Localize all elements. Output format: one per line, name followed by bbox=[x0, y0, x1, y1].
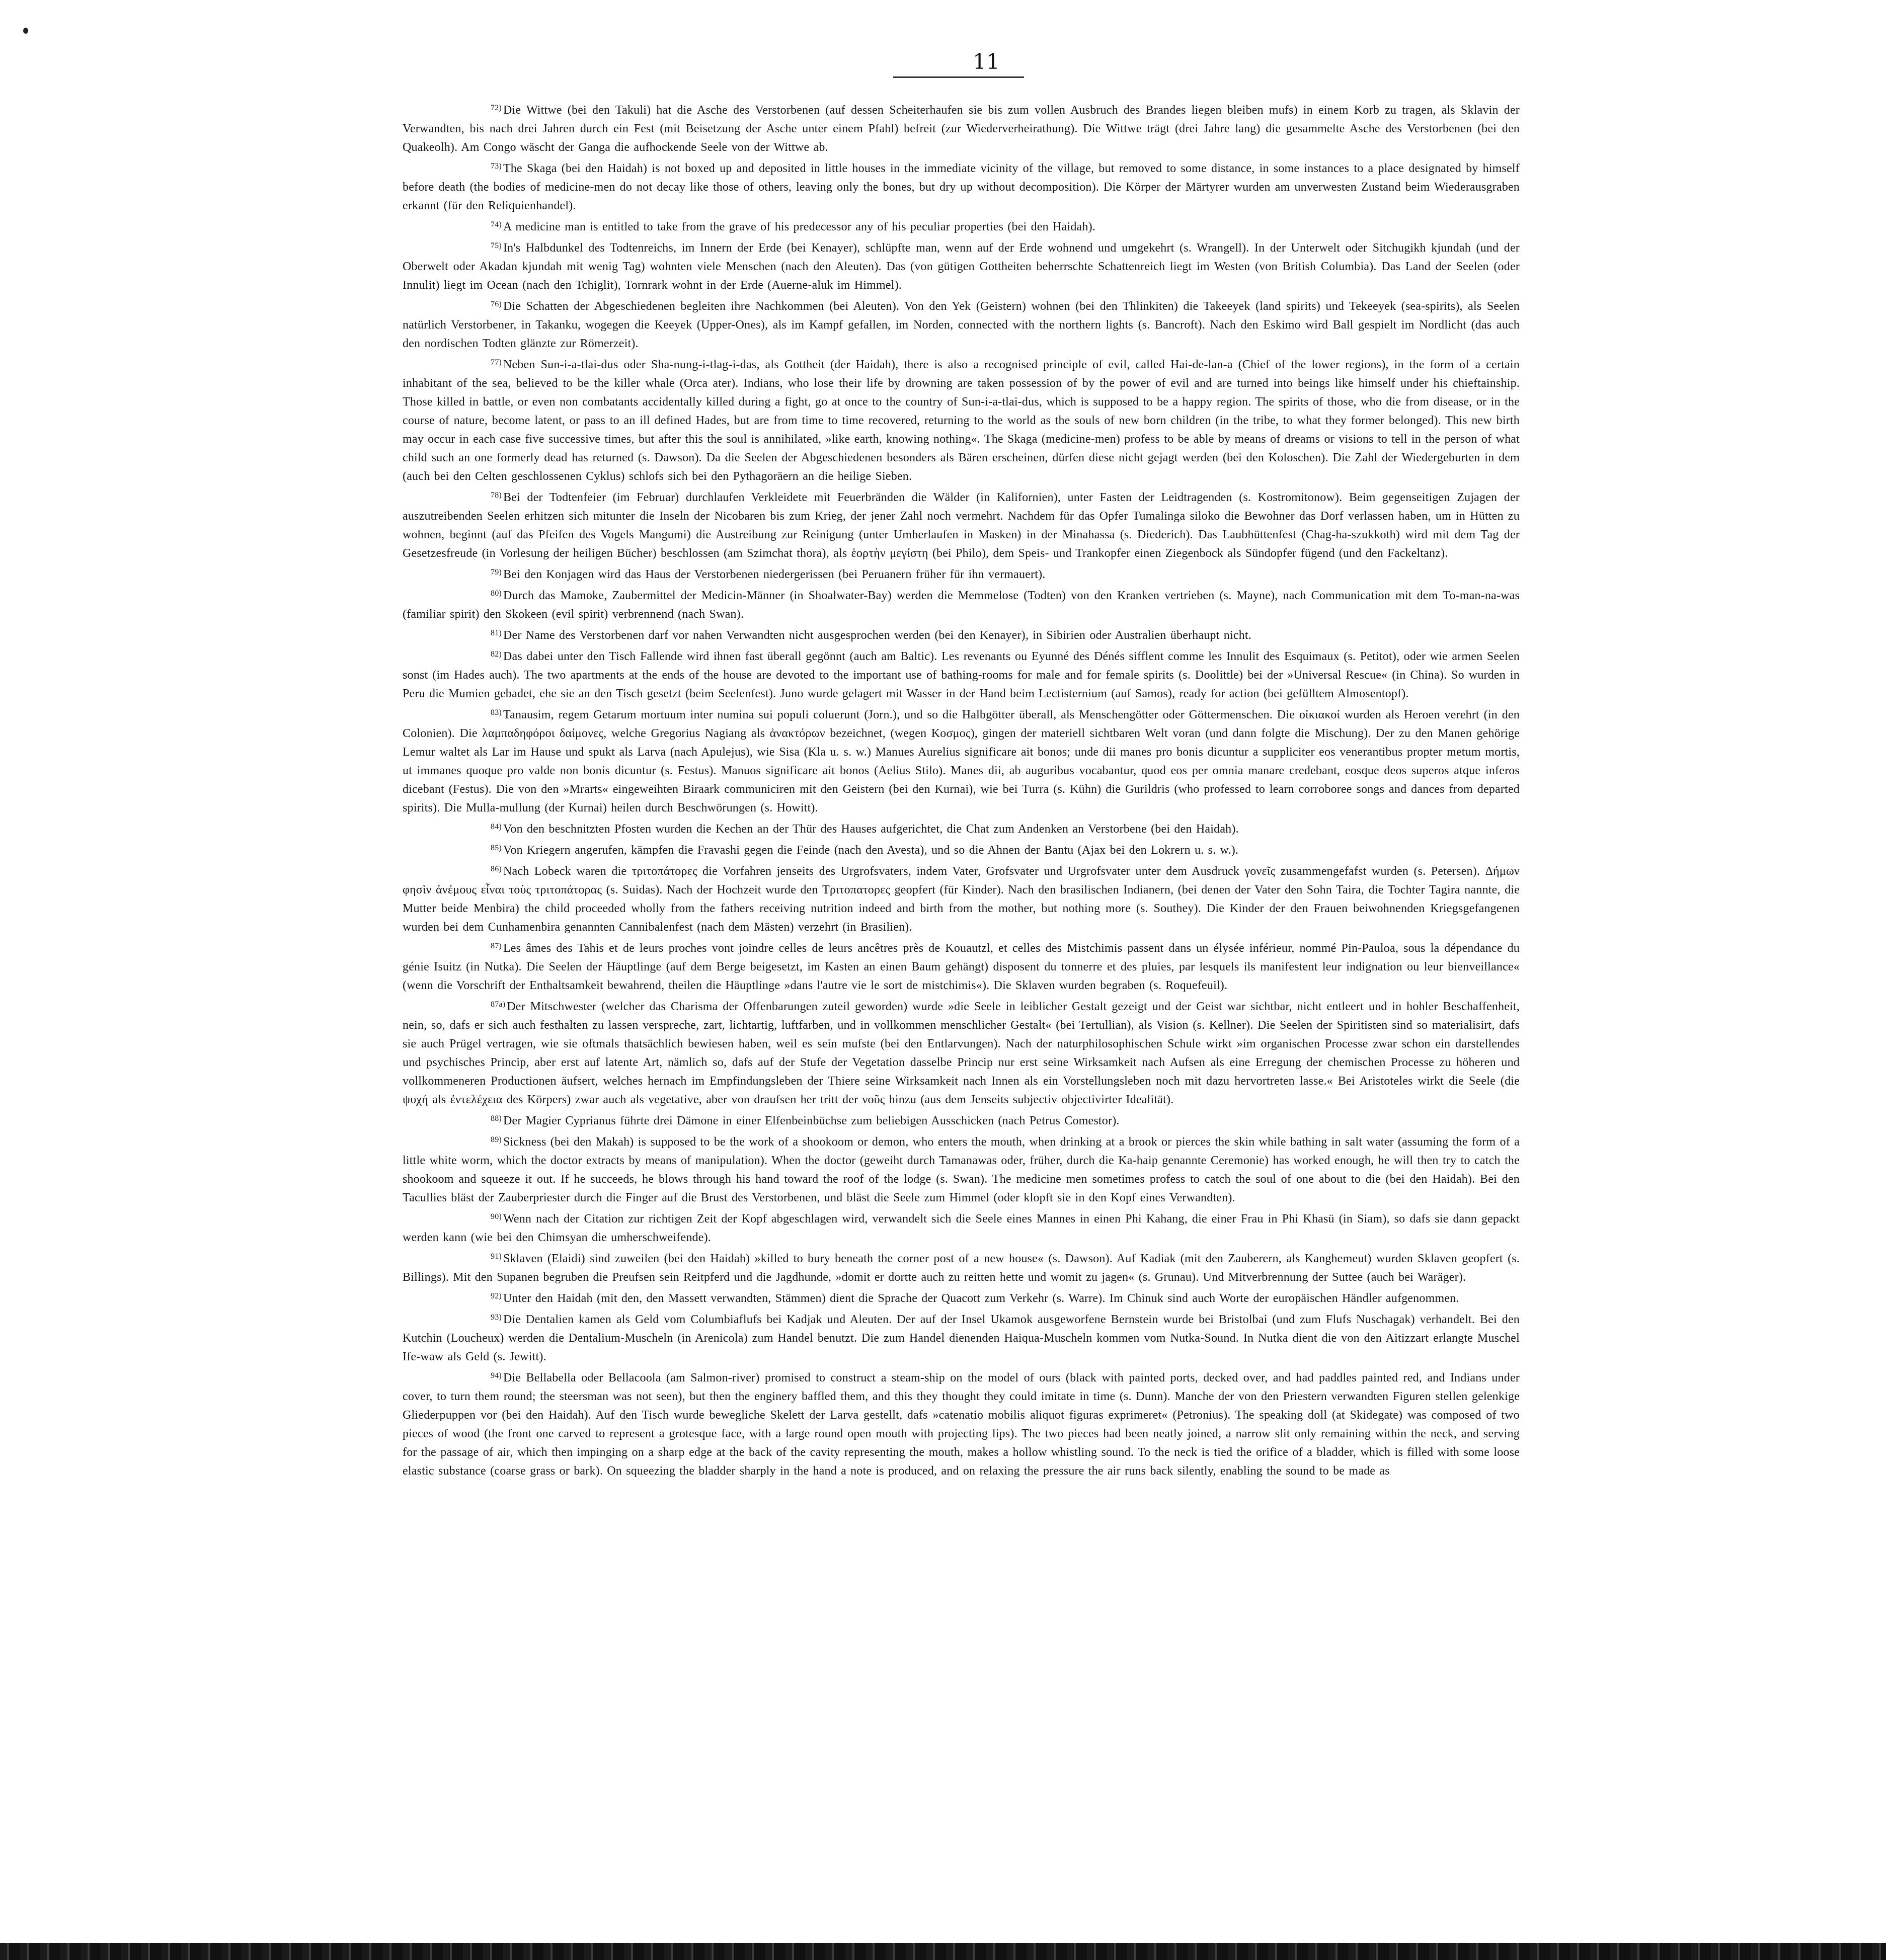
page-number-rule bbox=[893, 76, 1024, 78]
footnote-number: 74) bbox=[491, 220, 502, 229]
footnote bbox=[403, 860, 1520, 937]
footnote-text: Von den beschnitzten Pfosten wurden die Kechen an der Thür des Hauses aufgerichtet, die Chat zum Andenken an Verstorbene (bei den Haidah). bbox=[503, 823, 1239, 836]
footnote-text: Bei der Todtenfeier (im Februar) durchlaufen Verkleidete mit Feuerbränden die Wälder (in Kalifornien), unter Fasten der Leidtragenden (s. Kostromitonow). Beim gegenseitigen Zujagen der auszutreibenden Seelen erhitzen sich mitunter die Inseln der Nicobaren bis zum Krieg, der jener Zahl noch vermehrt. Nachdem für das Opfer Tumalinga siloko die Bewohner das Dorf verlassen haben, um in Hütten zu wohnen, beginnt (auf das Pfeifen des Vogels Mangumi) die Austreibung zur Reinigung (unter Umherlaufen in Masken) in der Minahassa (s. Diederich). Das Laubhüttenfest (Chag-ha-szukkoth) wird mit dem Tag der Gesetzesfreude (in Vorlesung der heiligen Bücher) beschlossen (am Szimchat thora), als ἑορτὴν μεγίστη (bei Philo), dem Speis- und Trankopfer einen Ziegenbock als Sündopfer fügend (und den Fackeltanz). bbox=[403, 491, 1520, 560]
footnote bbox=[403, 624, 1520, 645]
footnote-text: Tanausim, regem Getarum mortuum inter numina sui populi coluerunt (Jorn.), und so die Halbgötter überall, als Menschengötter oder Göttermenschen. Die οἰκιακοί wurden als Heroen verehrt (in den Colonien). Die λαμπαδηφόροι δαίμονες, welche Gregorius Nagiang als ἀνακτόρων bezeichnet, (wegen Κοσμος), gingen der materiell sichtbaren Welt voran (und dann folgte die Mischung). Der zu den Manen gehörige Lemur waltet als Lar im Hause und spukt als Larva (nach Apulejus), wie Sisa (Kla u. s. w.) Manues Aurelius significare ait bonos; unde dii manes pro bonis dicuntur a suppliciter eos venerantibus propter metum mortis, ut immanes quoque pro valde non bonis dicuntur (s. Festus). Manuos significare ait bonos (Aelius Stilo). Manes dii, ab auguribus vocabantur, quod eos per omnia manare credebant, eosque deos superos atque inferos dicebant (Festus). Die von den »Mrarts« eingeweihten Biraark communiciren mit den Geistern (bei den Kurnai), wie bei Turra (s. Kühn) die Gurildris (who professed to learn corroboree songs and dances from departed spirits). Die Mulla-mullung (der Kurnai) heilen durch Beschwörungen (s. Howitt). bbox=[403, 708, 1520, 814]
footnote bbox=[403, 1130, 1520, 1207]
footnote-number: 88) bbox=[491, 1114, 502, 1123]
footnote-text: Die Wittwe (bei den Takuli) hat die Asche des Verstorbenen (auf dessen Scheiterhaufen sie bis zum vollen Ausbruch des Brandes liegen bleiben mufs) in einem Korb zu tragen, als Sklavin der Verwandten, bis nach drei Jahren durch ein Fest (mit Beisetzung der Asche unter einem Pfahl) befreit (zur Wiederverheirathung). Die Wittwe trägt (drei Jahre lang) die gesammelte Asche des Verstorbenen (bei den Quakeolh). Am Congo wäscht der Ganga die aufhockende Seele von der Wittwe ab. bbox=[403, 104, 1520, 154]
footnote-text: Sklaven (Elaidi) sind zuweilen (bei den Haidah) »killed to bury beneath the corner post of a new house« (s. Dawson). Auf Kadiak (mit den Zauberern, als Kanghemeut) wurden Sklaven geopfert (s. Billings). Mit den Supanen begruben die Preufsen sein Reitpferd und die Jagdhunde, »domit er dortte auch zu reitten hette und womit zu jagen« (s. Grunau). Und Mitverbrennung der Suttee (auch bei Waräger). bbox=[403, 1252, 1520, 1284]
footnote-text: Durch das Mamoke, Zaubermittel der Medicin-Männer (in Shoalwater-Bay) werden die Memmelose (Todten) von den Kranken vertrieben (s. Mayne), nach Communication mit dem To-man-na-was (familiar spirit) den Skokeen (evil spirit) verbrennend (nach Swan). bbox=[403, 589, 1520, 621]
footnote-text: Nach Lobeck waren die τριτοπάτορες die Vorfahren jenseits des Urgrofsvaters, indem Vater, Grofsvater und Urgrofsvater unter dem Ausdruck γονεῖς zusammengefafst wurden (s. Petersen). Δήμων φησὶν ἀνέμους εἶναι τοὺς τριτοπάτορας (s. Suidas). Nach der Hochzeit wurde den Τριτοπατορες geopfert (für Kinder). Nach den brasilischen Indianern, (bei denen der Vater den Sohn Taira, die Tochter Tagira nannte, die Mutter beide Menbira) the child proceeded wholly from the fathers receiving nutrition indeed and birth from the mother, but nothing more (s. Southey). Die Kinder der den Frauen beiwohnenden Kriegsgefangenen wurden bei dem Cunhamenbira genannten Cannibalenfest (nach dem Mästen) verzehrt (in Brasilien). bbox=[403, 865, 1520, 934]
footnote-number: 94) bbox=[491, 1371, 502, 1380]
footnote-text: Neben Sun-i-a-tlai-dus oder Sha-nung-i-tlag-i-das, als Gottheit (der Haidah), there is also a recognised principle of evil, called Hai-de-lan-a (Chief of the lower regions), in the form of a certain inhabitant of the sea, believed to be the killer whale (Orca ater). Indians, who lose their life by drowning are taken possession of by the power of evil and are turned into beings like himself under his chieftainship. Those killed in battle, or even non combatants accidentally killed during a fight, go at once to the country of Sun-i-a-tlai-dus, which is supposed to be a happy region. The spirits of those, who die from disease, or in the course of nature, become latent, or pass to an ill defined Hades, but are from time to time recovered, returning to the world as the souls of new born children (in the tribe, to what they former belonged). This new birth may occur in each case five successive times, but after this the soul is annihilated, »like earth, knowing nothing«. The Skaga (medicine-men) profess to be able by means of dreams or visions to tell in the person of what child such an one formerly dead has returned (s. Dawson). Da die Seelen der Abgeschiedenen besonders als Bären erscheinen, dürfen diese nicht gejagt werden (bei den Koloschen). Die Zahl der Wiedergeburten in dem (auch bei den Celten geschlossenen Cyklus) schlofs sich bei den Pythagoräern an die heilige Sieben. bbox=[403, 358, 1520, 483]
footnote-text: Sickness (bei den Makah) is supposed to be the work of a shookoom or demon, who enters the mouth, when drinking at a brook or pierces the skin while bathing in salt water (assuming the form of a little white worm, which the doctor extracts by means of manipulation). When the doctor (geweiht durch Tamanawas oder, früher, durch die Ka-haip genannte Ceremonie) has worked enough, he will then try to catch the shookoom and squeeze it out. If he succeeds, he blows through his hand toward the roof of the lodge (s. Swan). The medicine men sometimes profess to catch the soul of one about to die (bei den Haidah). Bei den Tacullies bläst der Zauberpriester durch die Finger auf die Brust des Verstorbenen, und bläst die Seele zum Himmel (oder klopft sie in den Kopf eines Verwandten). bbox=[403, 1135, 1520, 1204]
footnote-number: 80) bbox=[491, 589, 502, 598]
footnote bbox=[403, 1287, 1520, 1308]
footnote-number: 91) bbox=[491, 1252, 502, 1261]
footnote-number: 92) bbox=[491, 1292, 502, 1300]
footnote-text: A medicine man is entitled to take from the grave of his predecessor any of his peculiar properties (bei den Haidah). bbox=[503, 220, 1095, 233]
footnote bbox=[403, 703, 1520, 818]
footnote bbox=[403, 236, 1520, 295]
footnote bbox=[403, 295, 1520, 353]
footnotes-block bbox=[403, 99, 1520, 1481]
footnote bbox=[403, 839, 1520, 860]
footnote-text: Die Bellabella oder Bellacoola (am Salmon-river) promised to construct a steam-ship on the model of ours (black with painted ports, decked over, and had paddles painted red, and Indians under cover, to turn them round; the steersman was not seen), but then the enginery baffled them, and this they thought they could imitate in time (s. Dunn). Manche der von den Priestern verwandten Figuren stellen gelenkige Gliederpuppen vor (bei den Haidah). Auf den Tisch wurde bewegliche Skelett der Larva gestellt, dafs »catenatio mobilis aliquot figuras exprimeret« (Petronius). The speaking doll (at Skidegate) was composed of two pieces of wood (the front one carved to represent a grotesque face, with a large round open mouth with projecting lips). The two pieces had been neatly joined, a narrow slit only remaining within the neck, and serving for the passage of air, which then impinging on a sharp edge at the back of the cavity representing the mouth, makes a hollow whistling sound. To the neck is tied the orifice of a bladder, which is filled with some loose elastic substance (coarse grass or bark). On squeezing the bladder sharply in the hand a note is produced, and on relaxing the pressure the air runs back silently, enabling the sound to be made as bbox=[403, 1371, 1520, 1478]
footnote bbox=[403, 1366, 1520, 1481]
footnote bbox=[403, 99, 1520, 157]
footnote-text: Der Name des Verstorbenen darf vor nahen Verwandten nicht ausgesprochen werden (bei den Kenayer), in Sibirien oder Australien überhaupt nicht. bbox=[503, 629, 1251, 642]
footnote-number: 79) bbox=[491, 568, 502, 577]
footnote-number: 89) bbox=[491, 1135, 502, 1144]
footnote bbox=[403, 645, 1520, 703]
footnote bbox=[403, 1207, 1520, 1247]
footnote-number: 85) bbox=[491, 844, 502, 852]
scan-speck bbox=[23, 28, 28, 34]
page-number: 11 bbox=[973, 49, 1000, 74]
footnote bbox=[403, 215, 1520, 236]
footnote bbox=[403, 995, 1520, 1109]
footnote-number: 73) bbox=[491, 162, 502, 171]
footnote bbox=[403, 1308, 1520, 1366]
footnote-text: Les âmes des Tahis et de leurs proches vont joindre celles de leurs ancêtres près de Kouautzl, et celles des Mistchimis passent dans un élysée inférieur, nommé Pin-Pauloa, sous la dépendance du génie Isuitz (in Nutka). Die Seelen der Häuptlinge (auf dem Berge beigesetzt, im Kasten an einen Baum gehängt) disposent du tonnerre et des pluies, par lesquels ils manifestent leur indignation ou leur bienveillance« (wenn die Vorschrift der Enthaltsamkeit bewahrend, theilen die Häuptlinge »dans l'autre vie le sort de mistchimis«). Die Sklaven wurden begraben (s. Roquefeuil). bbox=[403, 942, 1520, 992]
footnote-text: Die Schatten der Abgeschiedenen begleiten ihre Nachkommen (bei Aleuten). Von den Yek (Geistern) wohnen (bei den Thlinkiten) die Takeeyek (land spirits) und Tekeeyek (sea-spirits), als Seelen natürlich Verstorbener, in Takanku, wogegen die Keeyek (Upper-Ones), als im Kampf gefallen, im Norden, connected with the northern lights (s. Bancroft). Nach den Eskimo wird Ball gespielt im Nordlicht (das auch den nordischen Todten glänzte zur Römerzeit). bbox=[403, 300, 1520, 350]
footnote bbox=[403, 584, 1520, 624]
footnote bbox=[403, 486, 1520, 563]
footnote-text: Unter den Haidah (mit den, den Massett verwandten, Stämmen) dient die Sprache der Quacott zum Verkehr (s. Warre). Im Chinuk sind auch Worte der europäischen Händler aufgenommen. bbox=[503, 1292, 1459, 1305]
footnote bbox=[403, 353, 1520, 486]
footnote-text: Bei den Konjagen wird das Haus der Verstorbenen niedergerissen (bei Peruanern früher für ihn vermauert). bbox=[503, 568, 1046, 581]
footnote-number: 93) bbox=[491, 1313, 502, 1322]
footnote-number: 77) bbox=[491, 358, 502, 367]
footnote-number: 86) bbox=[491, 865, 502, 873]
footnote bbox=[403, 563, 1520, 584]
footnote bbox=[403, 1247, 1520, 1287]
footnote-text: Wenn nach der Citation zur richtigen Zeit der Kopf abgeschlagen wird, verwandelt sich die Seele eines Mannes in einen Phi Kahang, die einer Frau in Phi Khasü (in Siam), so dafs sie dann gepackt werden kann (wie bei den Chimsyan die umherschweifende). bbox=[403, 1212, 1520, 1244]
footnote-number: 72) bbox=[491, 104, 502, 112]
footnote-number: 81) bbox=[491, 629, 502, 637]
footnote-text: Der Magier Cyprianus führte drei Dämone in einer Elfenbeinbüchse zum beliebigen Ausschicken (nach Petrus Comestor). bbox=[503, 1114, 1120, 1127]
footnote bbox=[403, 1109, 1520, 1130]
footnote bbox=[403, 818, 1520, 839]
footnote-text: Von Kriegern angerufen, kämpfen die Fravashi gegen die Feinde (nach den Avesta), und so die Ahnen der Bantu (Ajax bei den Lokrern u. s. w.). bbox=[503, 844, 1239, 857]
footnote-text: In's Halbdunkel des Todtenreichs, im Innern der Erde (bei Kenayer), schlüpfte man, wenn auf der Erde wohnend und umgekehrt (s. Wrangell). In der Unterwelt oder Sitchugikh kjundah (und der Oberwelt oder Akadan kjundah mit wenig Tag) wohnten viele Menschen (nach den Aleuten). Das (von gütigen Gottheiten beherrschte Schattenreich liegt im Westen (von British Columbia). Das Land der Seelen (oder Innulit) liegt im Ocean (nach den Tchiglit), Tornrark wohnt in der Erde (Auerne-aluk im Himmel). bbox=[403, 241, 1520, 292]
footnote-text: Das dabei unter den Tisch Fallende wird ihnen fast überall gegönnt (auch am Baltic). Les revenants ou Eyunné des Dénés sifflent comme les Innulit des Esquimaux (s. Petitot), oder wie armen Seelen sonst (im Hades auch). The two apartments at the ends of the house are devoted to the important use of bathing-rooms for male and for female spirits (s. Doolittle) bei der »Universal Rescue« (in China). So wurden in Peru die Mumien gebadet, ehe sie an den Tisch gesetzt (beim Seelenfest). Juno wurde gelagert mit Wasser in der Hand beim Lectisternium (auf Samos), ready for action (bei gefülltem Almosentopf). bbox=[403, 650, 1520, 700]
footnote bbox=[403, 937, 1520, 995]
footnote-number: 87) bbox=[491, 942, 502, 950]
scan-bottom-edge bbox=[0, 1943, 1886, 1960]
footnote-number: 75) bbox=[491, 241, 502, 250]
footnote bbox=[403, 157, 1520, 215]
footnote-text: The Skaga (bei den Haidah) is not boxed up and deposited in little houses in the immediate vicinity of the village, but removed to some distance, in some instances to a place designated by himself before death (the bodies of medicine-men do not decay like those of others, leaving only the bones, but dry up without decomposition). Die Körper der Märtyrer wurden am unverwesten Zustand beim Wiederausgraben erkannt (für den Reliquienhandel). bbox=[403, 162, 1520, 212]
footnote-number: 87a) bbox=[491, 1000, 506, 1009]
footnote-number: 84) bbox=[491, 823, 502, 831]
footnote-number: 90) bbox=[491, 1212, 502, 1221]
footnote-number: 82) bbox=[491, 650, 502, 659]
footnote-number: 83) bbox=[491, 708, 502, 717]
footnote-text: Der Mitschwester (welcher das Charisma der Offenbarungen zuteil geworden) wurde »die Seele in leiblicher Gestalt gezeigt und der Geist war sichtbar, nicht entleert und in hohler Beschaffenheit, nein, so, dafs er sich auch festhalten zu lassen verspreche, zart, lichtartig, luftfarben, und in vollkommen menschlicher Gestalt« (bei Tertullian), als Vision (s. Kellner). Die Seelen der Spiritisten sind so materialisirt, dafs sie auch Prügel vertragen, wie sie oftmals thatsächlich bewiesen haben, weil es sein mufste (bei den Entlarvungen). Nach der naturphilosophischen Schule wirkt »im organischen Processe zwar schon ein darstellendes und psychisches Princip, aber erst auf latente Art, nämlich so, dafs auf der Stufe der Vegetation dasselbe Princip nur erst seine Wirksamkeit nach Aufsen als eine Erregung der chemischen Processe zu höheren und vollkommeneren Productionen äufsert, welches hernach im Empfindungsleben der Thiere seine Wirksamkeit nach Innen als ein Vorstellungsleben noch mit dazu hervortreten lasse.« Bei Aristoteles wirkt die Seele (die ψυχή als ἐντελέχεια des Körpers) zwar auch als vegetative, aber von draufsen her tritt der νοῦς hinzu (aus dem Jenseits subjectiv objectivirter Idealität). bbox=[403, 1000, 1520, 1106]
footnote-number: 76) bbox=[491, 300, 502, 308]
footnote-number: 78) bbox=[491, 491, 502, 500]
footnote-text: Die Dentalien kamen als Geld vom Columbiaflufs bei Kadjak und Aleuten. Der auf der Insel Ukamok ausgeworfene Bernstein wurde bei Bristolbai (und zum Flufs Nuschagak) verhandelt. Bei den Kutchin (Loucheux) werden die Dentalium-Muscheln (in Arenicola) zum Handel benutzt. Die zum Handel dienenden Haiqua-Muscheln kommen vom Nutka-Sound. In Nutka dient die von den Aitizzart erlangte Muschel Ife-waw als Geld (s. Jewitt). bbox=[403, 1313, 1520, 1363]
